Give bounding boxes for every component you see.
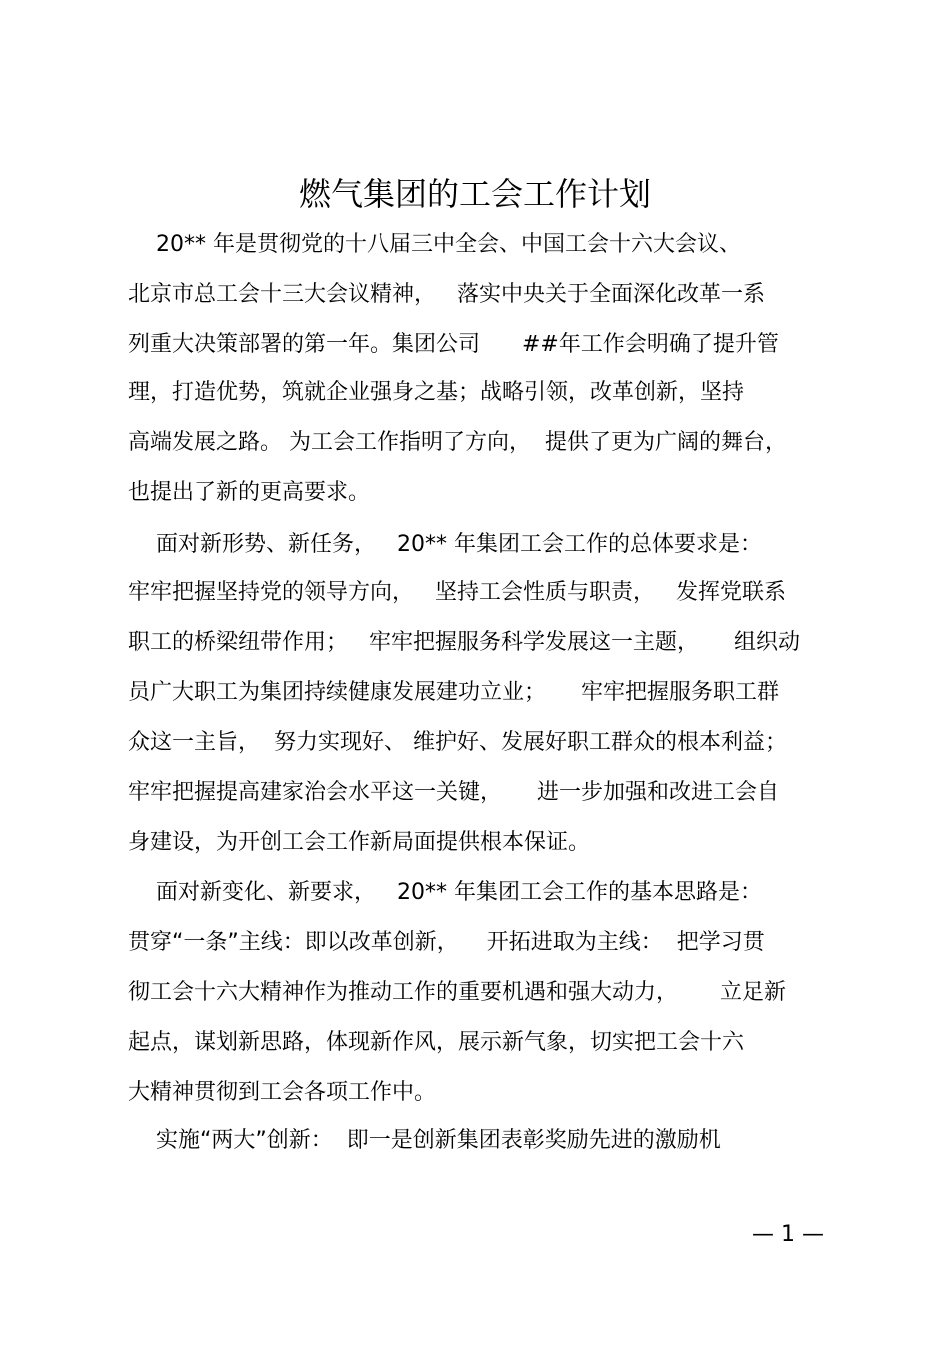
page-number: — 1 —	[752, 1222, 824, 1247]
document-title: 燃气集团的工会工作计划	[298, 175, 651, 213]
body-line: 也提出了新的更高要求。	[128, 480, 371, 505]
body-line: 大精神贯彻到工会各项工作中。	[128, 1080, 437, 1105]
body-line: 众这一主旨， 努力实现好、 维护好、发展好职工群众的根本利益；	[128, 730, 787, 755]
body-line: 高端发展之路。 为工会工作指明了方向， 提供了更为广阔的舞台，	[128, 430, 787, 455]
body-line: 牢牢把握坚持党的领导方向， 坚持工会性质与职责， 发挥党联系	[128, 580, 786, 605]
body-line: 实施“两大”创新： 即一是创新集团表彰奖励先进的激励机	[128, 1128, 721, 1153]
body-line: 彻工会十六大精神作为推动工作的重要机遇和强大动力， 立足新	[128, 980, 786, 1005]
body-line: 理，打造优势，筑就企业强身之基；战略引领，改革创新，坚持	[128, 380, 745, 405]
body-line: 北京市总工会十三大会议精神， 落实中央关于全面深化改革一系	[128, 282, 765, 307]
body-line: 牢牢把握提高建家治会水平这一关键， 进一步加强和改进工会自	[128, 780, 779, 805]
body-line: 职工的桥梁纽带作用； 牢牢把握服务科学发展这一主题， 组织动	[128, 630, 800, 655]
body-line: 面对新形势、新任务， 20** 年集团工会工作的总体要求是：	[128, 532, 762, 557]
body-line: 列重大决策部署的第一年。集团公司 ##年工作会明确了提升管	[128, 332, 779, 357]
body-line: 起点，谋划新思路，体现新作风，展示新气象，切实把工会十六	[128, 1030, 745, 1055]
body-line: 20** 年是贯彻党的十八届三中全会、中国工会十六大会议、	[128, 232, 741, 257]
body-line: 身建设，为开创工会工作新局面提供根本保证。	[128, 830, 591, 855]
body-line: 员广大职工为集团持续健康发展建功立业； 牢牢把握服务职工群	[128, 680, 779, 705]
body-line: 贯穿“一条”主线：即以改革创新， 开拓进取为主线： 把学习贯	[128, 930, 765, 955]
body-line: 面对新变化、新要求， 20** 年集团工会工作的基本思路是：	[128, 880, 762, 905]
